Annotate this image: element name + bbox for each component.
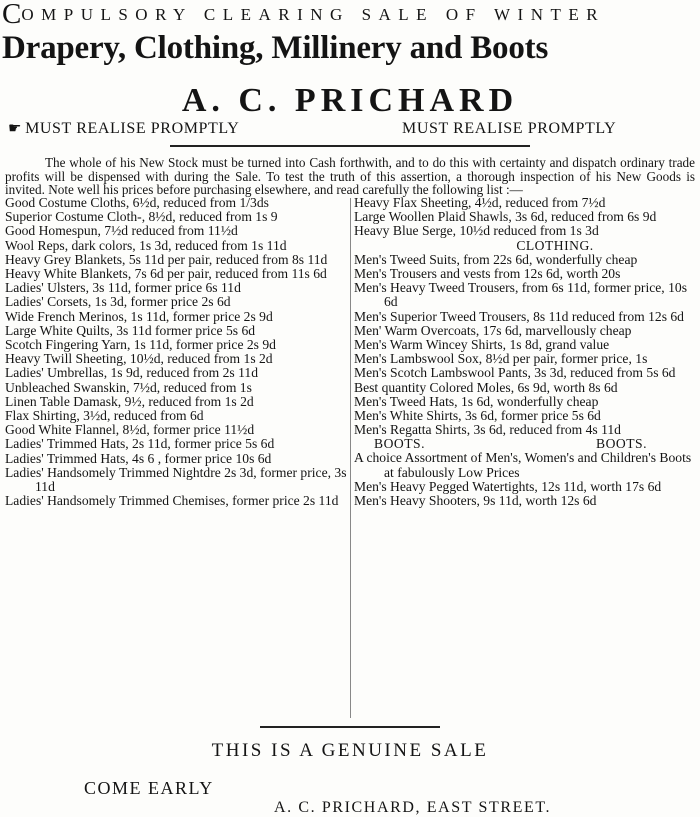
price-item: Ladies' Ulsters, 3s 11d, former price 6s 11d [5, 280, 241, 296]
column-divider [350, 198, 351, 718]
price-item: Good Costume Cloths, 6½d, reduced from 1/3ds [5, 195, 269, 210]
price-item: Heavy White Blankets, 7s 6d per pair, reduced from 11s 6d [5, 266, 327, 282]
genuine-sale-line: THIS IS A GENUINE SALE [211, 740, 489, 761]
price-item: Superior Costume Cloth-, 8½d, reduced from 1s 9 [5, 209, 278, 225]
must-realise-right: MUST REALISE PROMPTLY [402, 120, 617, 137]
boots-heading-right: BOOTS. [596, 436, 647, 452]
price-item: A choice Assortment of Men's, Women's and Children's Boots at fabulously Low Prices [354, 450, 692, 480]
price-item: Men's Tweed Hats, 1s 6d, wonderfully cheap [354, 393, 599, 409]
boots-heading-left: BOOTS. [374, 436, 425, 452]
price-item: Large White Quilts, 3s 11d former price 5s 6d [5, 322, 256, 338]
price-item: Ladies' Trimmed Hats, 4s 6 , former price 10s 6d [5, 450, 272, 466]
intro-paragraph: The whole of his New Stock must be turned into Cash forthwith, and to do this with certainty and dispatch ordinary trade profits will be dispensed with during the Sale. To test the truth of this assertion, a thorough inspection of his New Goods is invited. Note well his prices before purchasing elsewhere, and read carefully the following list :— [5, 155, 695, 198]
left-price-column [5, 196, 348, 508]
price-item: Best quantity Colored Moles, 6s 9d, worth 8s 6d [354, 379, 618, 395]
signature: A. C. PRICHARD, EAST STREET. [274, 799, 552, 816]
price-item: Large Woollen Plaid Shawls, 3s 6d, reduced from 6s 9d [354, 209, 657, 225]
price-item: Men's Warm Wincey Shirts, 1s 8d, grand value [354, 337, 610, 353]
price-item: Heavy Grey Blankets, 5s 11d per pair, reduced from 8s 11d [5, 251, 328, 267]
price-item: Men's Lambswool Sox, 8½d per pair, former price, 1s [354, 351, 648, 367]
price-item: Men's White Shirts, 3s 6d, former price 5s 6d [354, 408, 601, 424]
price-item: Wide French Merinos, 1s 11d, former price 2s 9d [5, 308, 273, 324]
price-item: Men's Superior Tweed Trousers, 8s 11d reduced from 12s 6d [354, 308, 684, 324]
price-item: Good Homespun, 7½d reduced from 11½d [5, 223, 238, 239]
must-realise-line [0, 119, 700, 141]
price-item: Heavy Twill Sheeting, 10½d, reduced from 1s 2d [5, 351, 273, 367]
price-item: Men's Tweed Suits, from 22s 6d, wonderfully cheap [354, 251, 638, 267]
price-item: Linen Table Damask, 9½, reduced from 1s 2d [5, 393, 254, 409]
top-rule [170, 145, 530, 147]
right-price-column [354, 196, 696, 508]
price-item: Wool Reps, dark colors, 1s 3d, reduced from 1s 11d [5, 237, 287, 253]
must-realise-left: MUST REALISE PROMPTLY [25, 120, 240, 137]
price-item: Heavy Flax Sheeting, 4½d, reduced from 7½d [354, 195, 606, 210]
price-item: Men's Trousers and vests from 12s 6d, worth 20s [354, 266, 621, 282]
boots-heading [354, 437, 696, 451]
price-item: Flax Shirting, 3½d, reduced from 6d [5, 408, 204, 424]
price-item: Men' Warm Overcoats, 17s 6d, marvellously cheap [354, 322, 632, 338]
price-item: Men's Heavy Tweed Trousers, from 6s 11d, former price, 10s 6d [354, 280, 687, 310]
banner-text: OMPULSORY CLEARING SALE OF WINTER [21, 5, 606, 24]
come-early: COME EARLY [84, 778, 214, 798]
sale-banner-line [0, 0, 700, 26]
price-item: Men's Heavy Shooters, 9s 11d, worth 12s 6d [354, 493, 597, 509]
price-item: Scotch Fingering Yarn, 1s 11d, former price 2s 9d [5, 337, 276, 353]
price-item: Ladies' Corsets, 1s 3d, former price 2s 6d [5, 294, 231, 310]
headline: Drapery, Clothing, Millinery and Boots [2, 30, 549, 66]
pointing-hand-icon: ☛ [8, 121, 23, 137]
price-item: Ladies' Handsomely Trimmed Nightdre 2s 3d, former price, 3s 11d [5, 464, 347, 495]
price-item: Good White Flannel, 8½d, former price 11½d [5, 422, 255, 438]
price-item: Men's Scotch Lambswool Pants, 3s 3d, reduced from 5s 6d [354, 365, 676, 381]
price-item: Men's Heavy Pegged Watertights, 12s 11d, worth 17s 6d [354, 478, 662, 494]
price-item: Men's Regatta Shirts, 3s 6d, reduced from 4s 11d [354, 422, 621, 438]
banner-initial: C [2, 0, 22, 26]
price-item: Heavy Blue Serge, 10½d reduced from 1s 3d [354, 223, 599, 239]
price-item: Unbleached Swanskin, 7½d, reduced from 1s [5, 379, 252, 395]
merchant-name: A. C. PRICHARD [181, 82, 519, 119]
price-item: Ladies' Trimmed Hats, 2s 11d, former price 5s 6d [5, 436, 275, 452]
price-item: Ladies' Handsomely Trimmed Chemises, former price 2s 11d [5, 493, 339, 509]
clothing-heading: CLOTHING. [516, 237, 594, 253]
bottom-rule [260, 726, 440, 728]
price-item: Ladies' Umbrellas, 1s 9d, reduced from 2s 11d [5, 365, 258, 381]
